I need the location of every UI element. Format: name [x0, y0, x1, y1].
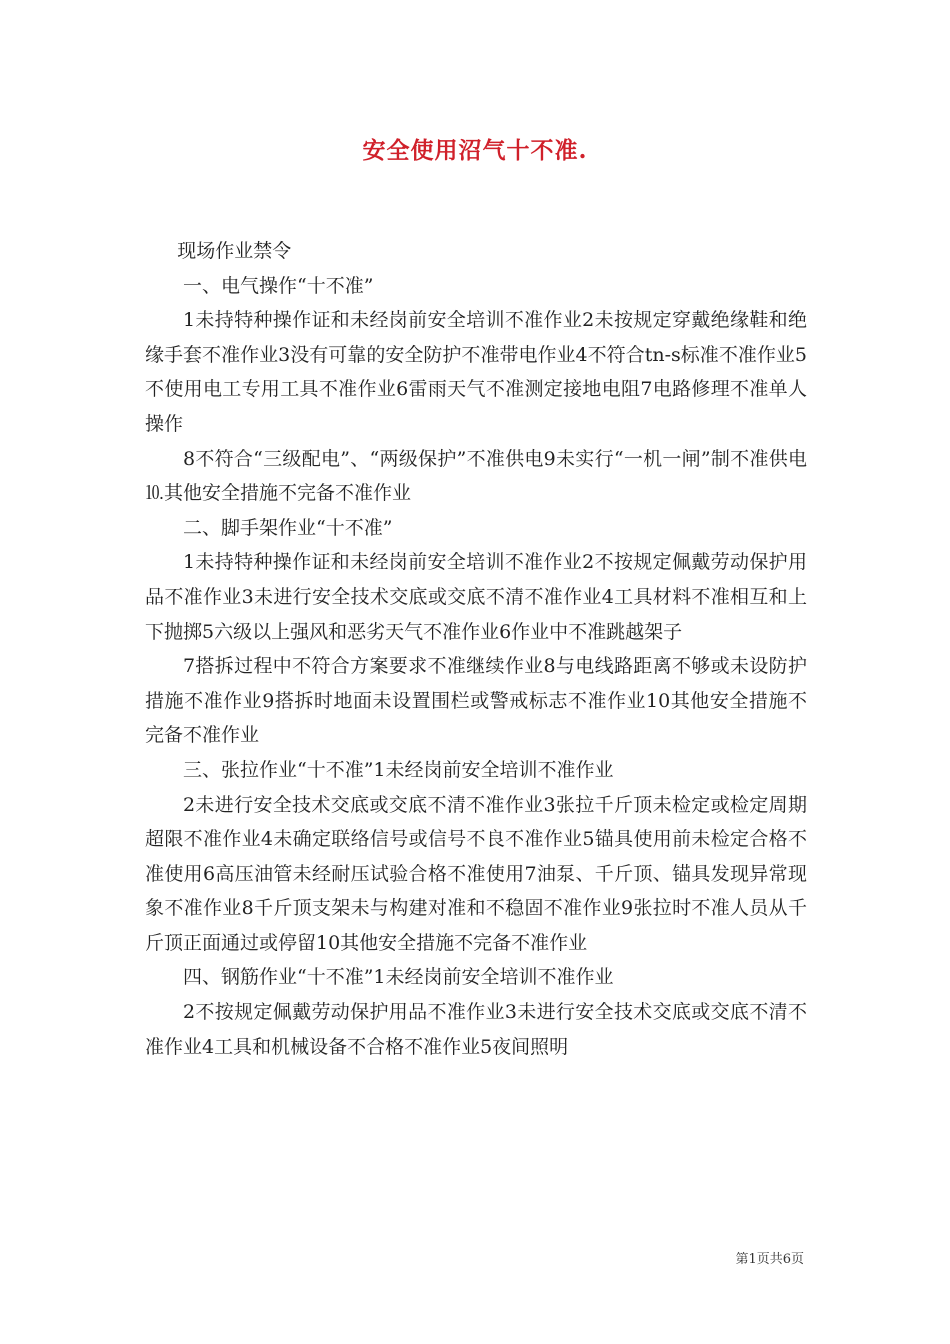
section-heading: 四、钢筋作业“十不准”1未经岗前安全培训不准作业	[183, 966, 614, 989]
section-heading: 三、张拉作业“十不准”1未经岗前安全培训不准作业	[183, 758, 614, 781]
paragraph: 2未进行安全技术交底或交底不清不准作业3张拉千斤顶未检定或检定周期超限不准作业4未确定联络信号或信号不良不准作业5锚具使用前未检定合格不准使用6高压油管未经耐压试验合格不准使用7油泵、千斤顶、锚具发现异常现象不准作业8千斤顶支架未与构建对准和不稳固不准作业9张拉时不准人员从千斤顶正面通过或停留10其他安全措施不完备不准作业	[145, 793, 807, 954]
paragraph: 2不按规定佩戴劳动保护用品不准作业3未进行安全技术交底或交底不清不准作业4工具和机械设备不合格不准作业5夜间照明	[145, 1001, 807, 1058]
paragraph: 现场作业禁令	[177, 240, 292, 262]
paragraph: 7搭拆过程中不符合方案要求不准继续作业8与电线路距离不够或未设防护措施不准作业9搭拆时地面未设置围栏或警戒标志不准作业10其他安全措施不完备不准作业	[145, 655, 807, 747]
paragraph: 8不符合“三级配电”、“两级保护”不准供电9未实行“一机一闸”制不准供电⒑其他安全措施不完备不准作业	[145, 447, 807, 505]
paragraph: 1未持特种操作证和未经岗前安全培训不准作业2未按规定穿戴绝缘鞋和绝缘手套不准作业3没有可靠的安全防护不准带电作业4不符合tn-s标准不准作业5不使用电工专用工具不准作业6雷雨天气不准测定接地电阻7电路修理不准单人操作	[145, 309, 807, 435]
paragraph: 1未持特种操作证和未经岗前安全培训不准作业2不按规定佩戴劳动保护用品不准作业3未进行安全技术交底或交底不清不准作业4工具材料不准相互和上下抛掷5六级以上强风和恶劣天气不准作业6作业中不准跳越架子	[145, 551, 807, 643]
document-body	[145, 234, 807, 1064]
page-number: 第1页共6页	[735, 1252, 804, 1267]
section-heading: 二、脚手架作业“十不准”	[183, 516, 393, 539]
document-title: 安全使用沼气十不准.	[362, 137, 588, 164]
section-heading: 一、电气操作“十不准”	[183, 274, 374, 297]
